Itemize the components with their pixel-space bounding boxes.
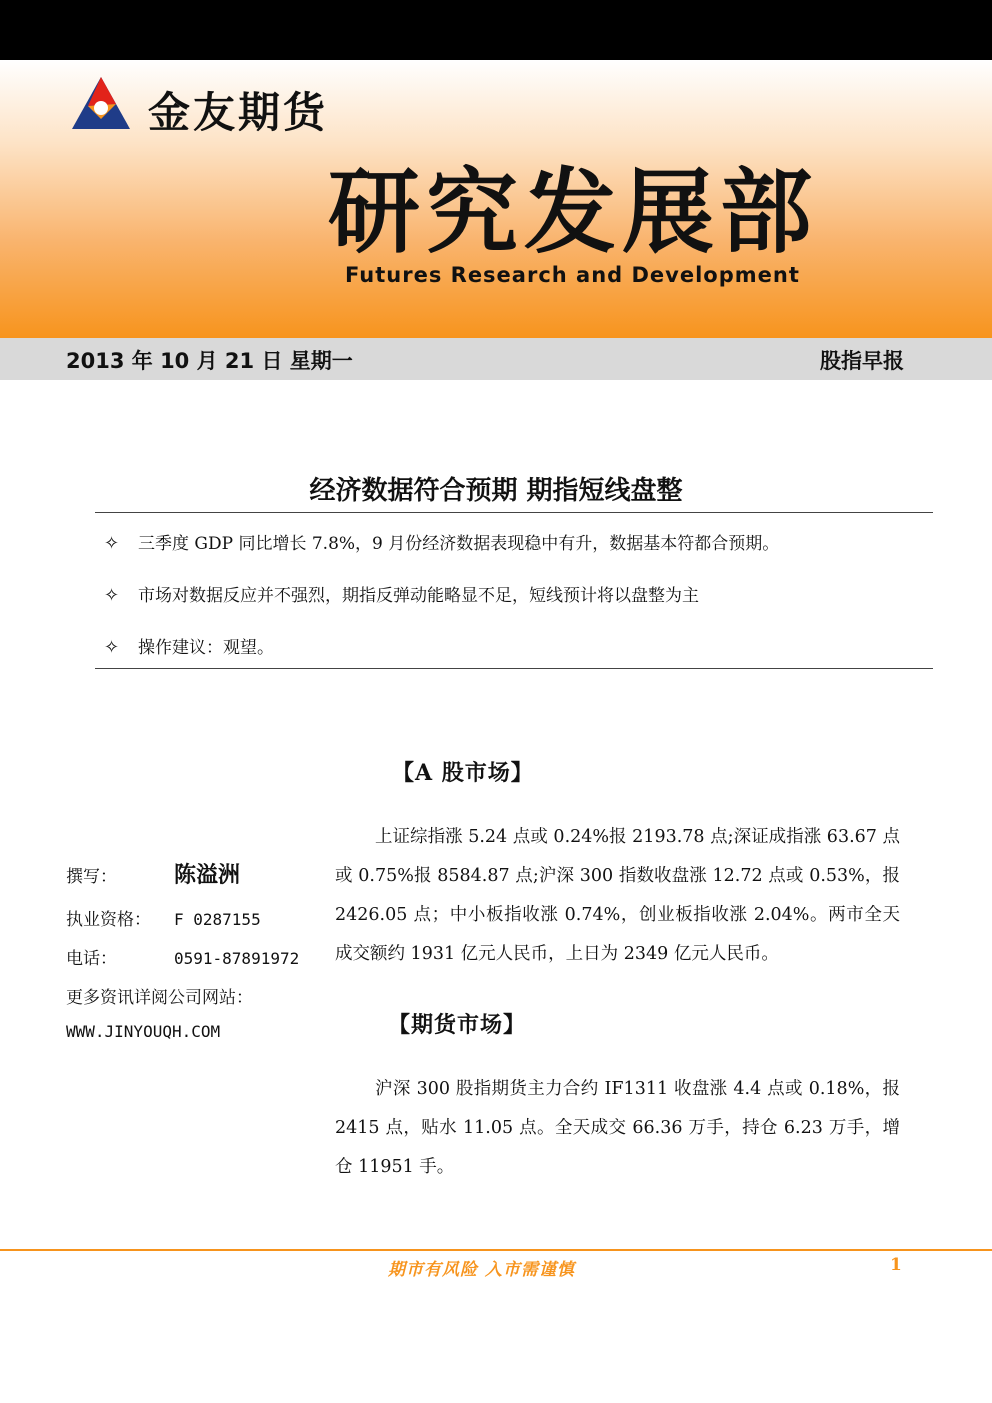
license-label: 执业资格： — [66, 910, 151, 930]
summary-bottom-divider — [95, 668, 933, 669]
a-share-paragraph: 上证综指涨 5.24 点或 0.24%报 2193.78 点;深证成指涨 63.67 点或 0.75%报 8584.87 点;沪深 300 指数收盘涨 12.72 点或 0.53%，报 2426.05 点；中小板指收涨 0.74%，创业板指收涨 2.04%。两市全天成交额约 1931 亿元人民币，上日为 2349 亿元人民币。 — [335, 827, 900, 964]
headline: 经济数据符合预期 期指短线盘整 — [309, 476, 683, 506]
company-logo-icon — [70, 75, 132, 131]
risk-slogan: 期市有风险 入市需谨慎 — [388, 1260, 575, 1280]
bullet-star-icon: ✧ — [104, 533, 120, 554]
license-number: F 0287155 — [174, 910, 261, 929]
top-black-bar — [0, 0, 992, 60]
phone-number: 0591-87891972 — [174, 949, 300, 968]
footer-divider — [0, 1249, 992, 1251]
a-share-section-title: 【A 股市场】 — [392, 760, 534, 786]
department-subtitle: Futures Research and Development — [345, 263, 800, 287]
summary-bullet — [104, 633, 274, 658]
page-number: 1 — [890, 1255, 902, 1275]
brand-name: 金友期货 — [148, 88, 329, 137]
license-row — [66, 905, 261, 930]
author-name: 陈溢洲 — [174, 863, 241, 888]
bullet-text: 三季度 GDP 同比增长 7.8%，9 月份经济数据表现稳中有升，数据基本符都合预期。 — [138, 534, 780, 554]
summary-top-divider — [95, 512, 933, 513]
department-title: 研究发展部 — [328, 158, 819, 266]
phone-row — [66, 944, 299, 969]
more-info-text: 更多资讯详阅公司网站： — [66, 988, 253, 1008]
author-row — [66, 858, 240, 889]
bullet-star-icon: ✧ — [104, 585, 120, 606]
report-date: 2013 年 10 月 21 日 星期一 — [66, 349, 353, 373]
author-label: 撰写： — [66, 867, 117, 887]
summary-bullet — [104, 581, 699, 606]
futures-section-title: 【期货市场】 — [388, 1012, 527, 1038]
summary-bullet — [104, 529, 779, 554]
report-type: 股指早报 — [820, 349, 904, 373]
phone-label: 电话： — [66, 949, 117, 969]
bullet-text: 市场对数据反应并不强烈，期指反弹动能略显不足，短线预计将以盘整为主 — [138, 586, 699, 606]
company-website-link[interactable]: WWW.JINYOUQH.COM — [66, 1022, 221, 1041]
bullet-text: 操作建议：观望。 — [138, 638, 274, 658]
futures-paragraph: 沪深 300 股指期货主力合约 IF1311 收盘涨 4.4 点或 0.18%，报 2415 点，贴水 11.05 点。全天成交 66.36 万手，持仓 6.23 万手，增仓 11951 手。 — [335, 1079, 900, 1177]
bullet-star-icon: ✧ — [104, 637, 120, 658]
